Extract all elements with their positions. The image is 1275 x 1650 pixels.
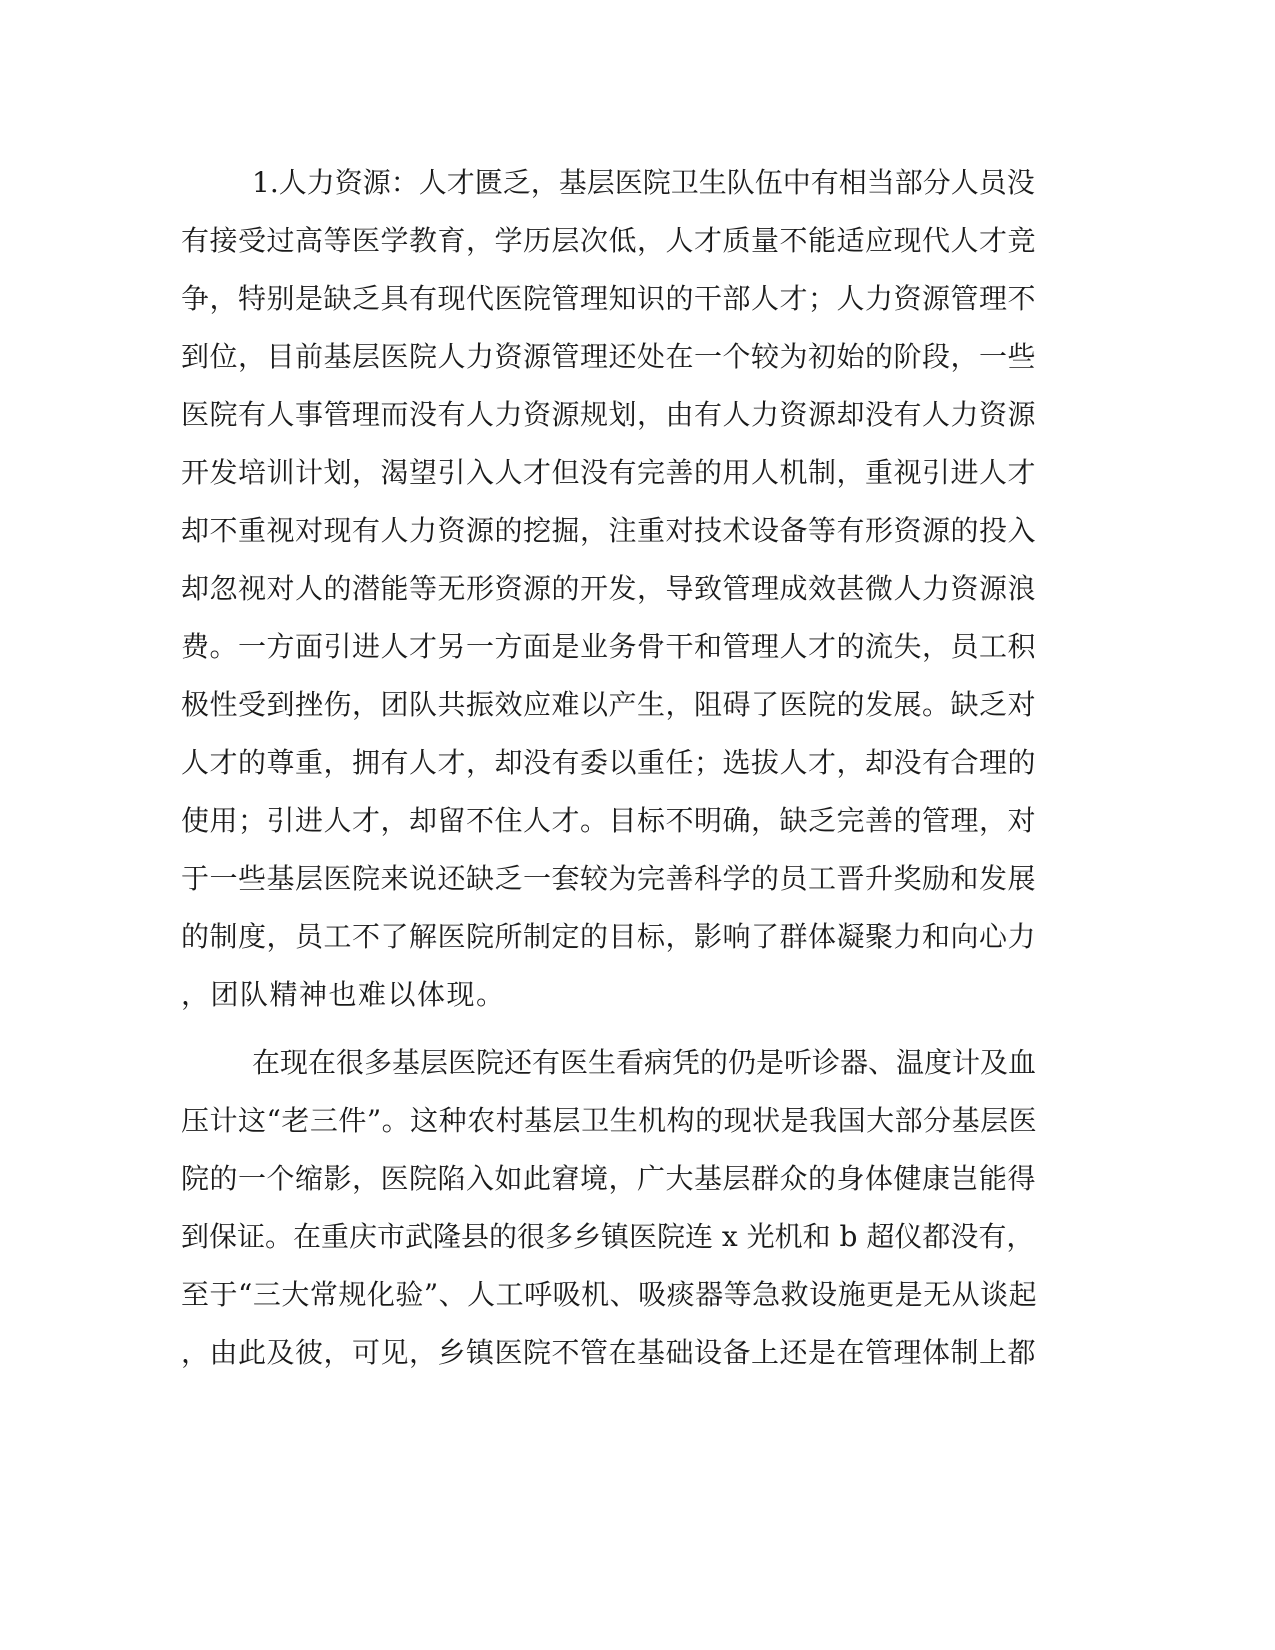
text-line: 使用；引进人才，却留不住人才。目标不明确，缺乏完善的管理，对 [181,804,1037,837]
text-line: 却不重视对现有人力资源的挖掘，注重对技术设备等有形资源的投入 [181,514,1037,547]
text-line: 1.人力资源：人才匮乏，基层医院卫生队伍中有相当部分人员没 [252,166,1035,199]
text-line: 极性受到挫伤，团队共振效应难以产生，阻碍了医院的发展。缺乏对 [181,688,1037,721]
text-line: 开发培训计划，渴望引入人才但没有完善的用人机制，重视引进人才 [181,456,1037,489]
text-line: 至于“三大常规化验”、人工呼吸机、吸痰器等急救设施更是无从谈起 [181,1278,1038,1311]
text-line: 却忽视对人的潜能等无形资源的开发，导致管理成效甚微人力资源浪 [181,572,1037,605]
text-line: ，团队精神也难以体现。 [181,978,506,1011]
text-line: 于一些基层医院来说还缺乏一套较为完善科学的员工晋升奖励和发展 [181,862,1037,895]
text-line: 医院有人事管理而没有人力资源规划，由有人力资源却没有人力资源 [181,398,1037,431]
text-line: 到保证。在重庆市武隆县的很多乡镇医院连 x 光机和 b 超仪都没有， [181,1220,1035,1253]
text-line: 压计这“老三件”。这种农村基层卫生机构的现状是我国大部分基层医 [181,1104,1038,1137]
text-line: 争，特别是缺乏具有现代医院管理知识的干部人才；人力资源管理不 [181,282,1037,315]
text-line: 的制度，员工不了解医院所制定的目标，影响了群体凝聚力和向心力 [181,920,1037,953]
text-line: 人才的尊重，拥有人才，却没有委以重任；选拔人才，却没有合理的 [181,746,1037,779]
text-line: 在现在很多基层医院还有医生看病凭的仍是听诊器、温度计及血 [252,1046,1037,1079]
text-line: 院的一个缩影，医院陷入如此窘境，广大基层群众的身体健康岂能得 [181,1162,1037,1195]
text-line: 有接受过高等医学教育，学历层次低，人才质量不能适应现代人才竞 [181,224,1037,257]
text-line: 费。一方面引进人才另一方面是业务骨干和管理人才的流失，员工积 [181,630,1037,663]
text-line: 到位，目前基层医院人力资源管理还处在一个较为初始的阶段，一些 [181,340,1037,373]
text-line: ，由此及彼，可见，乡镇医院不管在基础设备上还是在管理体制上都 [181,1336,1037,1369]
